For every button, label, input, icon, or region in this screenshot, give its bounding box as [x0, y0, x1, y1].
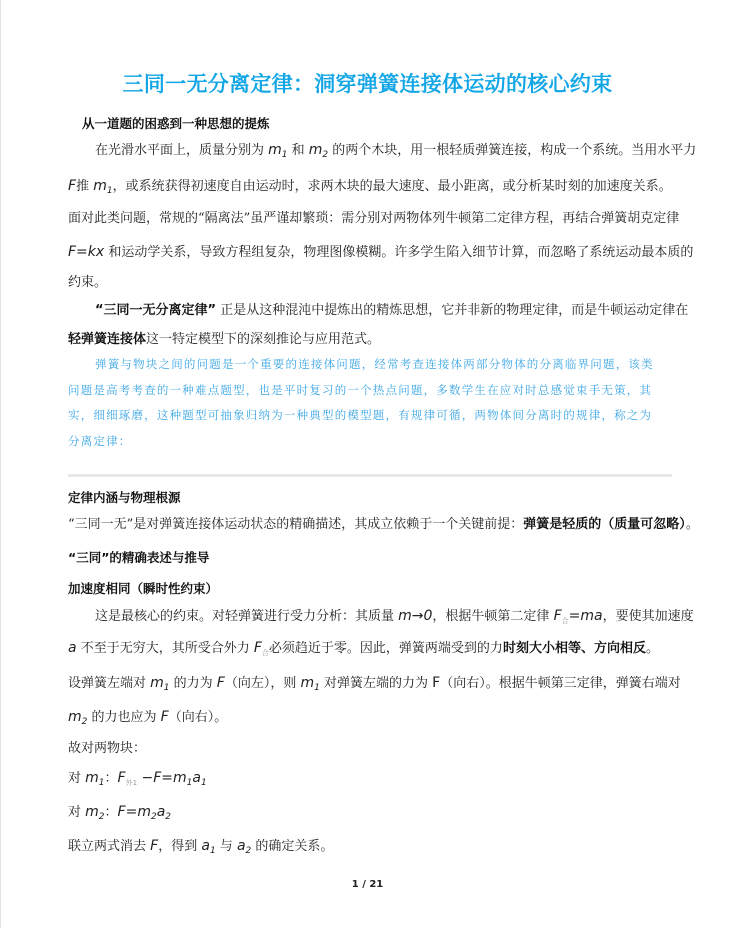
- text: （向右）。: [168, 710, 228, 725]
- var-a2: a: [156, 804, 166, 820]
- page-indicator: 1 / 21: [351, 879, 384, 890]
- text: 的确定关系。: [251, 839, 334, 854]
- text: ：: [104, 805, 118, 820]
- highlight-paragraph-line1: 弹簧与物块之间的问题是一个重要的连接体问题，经常考查连接体两部分物体的分离临界问题，该类: [95, 357, 654, 371]
- paragraph-method-line1: 面对此类问题，常规的“隔离法”虽严谨却繁琐：需分别对两物体列牛顿第二定律方程，再结合弹簧胡克定律: [68, 211, 680, 226]
- subscript: 合: [261, 649, 269, 657]
- text: （向右）。根据牛顿第三定律，弹簧右端对: [440, 676, 681, 691]
- var-a1: a: [201, 838, 210, 854]
- text: ，得到: [158, 839, 202, 854]
- text: 对: [68, 771, 86, 786]
- expr-ma: =ma: [568, 608, 603, 624]
- equation-m1: [68, 769, 207, 792]
- var-F: F: [253, 640, 262, 656]
- subscript: 2: [98, 812, 105, 822]
- var-m2: m: [68, 709, 82, 725]
- paragraph-intro-line1: [95, 141, 696, 164]
- expr: F=m: [117, 804, 151, 820]
- expr-mass-to-zero: m→0: [398, 608, 433, 624]
- subscript: 1: [314, 683, 320, 693]
- highlight-paragraph-line4: 分离定律：: [68, 434, 132, 448]
- text: 必须趋近于零。因此，弹簧两端受到的力: [268, 641, 503, 656]
- subscript: 1: [209, 846, 216, 856]
- subscript: 1: [281, 150, 288, 160]
- section-divider: [68, 474, 672, 477]
- highlight-paragraph-line3: 实，细细琢磨，这种题型可抽象归纳为一种典型的模型题，有规律可循，两物体间分离时的规律，称之为: [68, 408, 653, 422]
- subheading-three-same: “三同”的精确表述与推导: [68, 550, 210, 565]
- paragraph-premise: [68, 516, 699, 534]
- text: ，或系统获得初速度自由运动时，求两木块的最大速度、最小距离，或分析某时刻的加速度关系。: [112, 179, 672, 194]
- paragraph-forces-line1: [68, 674, 681, 697]
- text: 和运动学关系，导致方程组复杂，物理图像模糊。许多学生陷入细节计算，而忽略了系统运动最本质的: [104, 245, 694, 260]
- var-F: F: [432, 675, 441, 691]
- text: 不至于无穷大，其所受合外力: [76, 641, 254, 656]
- paragraph-acceleration-line1: [95, 607, 694, 630]
- subscript: 1: [186, 778, 193, 788]
- section-heading-meaning: 定律内涵与物理根源: [68, 490, 181, 505]
- var-a2: a: [236, 838, 246, 854]
- subsubheading-acceleration: 加速度相同（瞬时性约束）: [68, 581, 219, 596]
- text: （向左），则: [224, 676, 301, 691]
- document-title: 三同一无分离定律：洞穿弹簧连接体运动的核心约束: [122, 72, 613, 96]
- text: 正是从这种混沌中提炼出的精炼思想，它并非新的物理定律，而是牛顿运动定律在: [216, 303, 689, 318]
- var-F: F: [68, 178, 77, 194]
- text: 。: [645, 641, 659, 656]
- var-F: F: [553, 608, 562, 624]
- key-conclusion: 时刻大小相等、方向相反: [502, 641, 646, 656]
- var-m2: m: [85, 804, 99, 820]
- subscript: 1: [98, 778, 105, 788]
- text: 对弹簧左端的力为: [319, 676, 433, 691]
- subscript: 2: [245, 846, 252, 856]
- var-F: F: [150, 838, 159, 854]
- page-left-border: [0, 0, 1, 928]
- text: 的两个木块，用一根轻质弹簧连接，构成一个系统。当用水平力: [328, 143, 697, 158]
- var-a1: a: [192, 770, 201, 786]
- var-m1: m: [93, 178, 107, 194]
- paragraph-definition-line1: [95, 302, 688, 320]
- text: 这是最核心的约束。对轻弹簧进行受力分析：其质量: [95, 609, 399, 624]
- text: ：: [104, 771, 118, 786]
- text: ，要使其加速度: [602, 609, 694, 624]
- subscript: 1: [201, 778, 207, 788]
- text: 对: [68, 805, 86, 820]
- var-m1: m: [150, 675, 164, 691]
- expr: −F=m: [137, 770, 187, 786]
- subscript: 2: [81, 717, 88, 727]
- text: 的力为: [169, 676, 217, 691]
- subscript: 合: [561, 617, 569, 625]
- text: 与: [215, 839, 237, 854]
- text: 这一特定模型下的深刻推论与应用范式。: [146, 332, 381, 347]
- paragraph-acceleration-line2: [68, 639, 659, 662]
- var-F: F: [117, 770, 126, 786]
- text: 推: [76, 179, 94, 194]
- paragraph-forces-line2: [68, 708, 227, 731]
- text: 设弹簧左端对: [68, 676, 151, 691]
- var-m2: m: [308, 142, 323, 158]
- text: 联立两式消去: [68, 839, 151, 854]
- var-m1: m: [300, 675, 315, 691]
- text: 和: [287, 143, 309, 158]
- text: 。: [685, 517, 699, 532]
- text: “三同一无”是对弹簧连接体运动状态的精确描述，其成立依赖于一个关键前提：: [68, 517, 524, 532]
- var-F: F: [160, 709, 169, 725]
- text: ，根据牛顿第二定律: [432, 609, 554, 624]
- subscript: 1: [163, 683, 170, 693]
- text: 的力也应为: [87, 710, 161, 725]
- section-heading-origin: 从一道题的困惑到一种思想的提炼: [82, 116, 270, 131]
- subscript: 2: [322, 150, 329, 160]
- model-name: 轻弹簧连接体: [68, 332, 147, 347]
- paragraph-method-line3: 约束。: [68, 275, 108, 290]
- var-F: F: [216, 675, 225, 691]
- subscript: 1: [106, 186, 113, 196]
- paragraph-combine: [68, 837, 333, 860]
- law-name: “三同一无分离定律”: [95, 303, 217, 318]
- paragraph-intro-line2: [68, 177, 672, 200]
- var-m1: m: [268, 142, 282, 158]
- var-a: a: [68, 640, 77, 656]
- equation-m2: [68, 803, 171, 826]
- paragraph-method-line2: [68, 243, 693, 262]
- paragraph-definition-line2: [68, 331, 380, 349]
- var-m1: m: [85, 770, 99, 786]
- paragraph-two-blocks: 故对两物块：: [68, 741, 147, 756]
- subscript: 2: [165, 812, 172, 822]
- subscript: 2: [150, 812, 157, 822]
- formula-hooke: F=kx: [68, 244, 105, 260]
- text: 在光滑水平面上，质量分别为: [95, 143, 269, 158]
- key-premise: 弹簧是轻质的（质量可忽略）: [523, 517, 686, 532]
- subscript: 外1: [125, 779, 138, 787]
- highlight-paragraph-line2: 问题是高考考查的一种难点题型，也是平时复习的一个热点问题，多数学生在应对时总感觉束手无策，其: [68, 383, 653, 397]
